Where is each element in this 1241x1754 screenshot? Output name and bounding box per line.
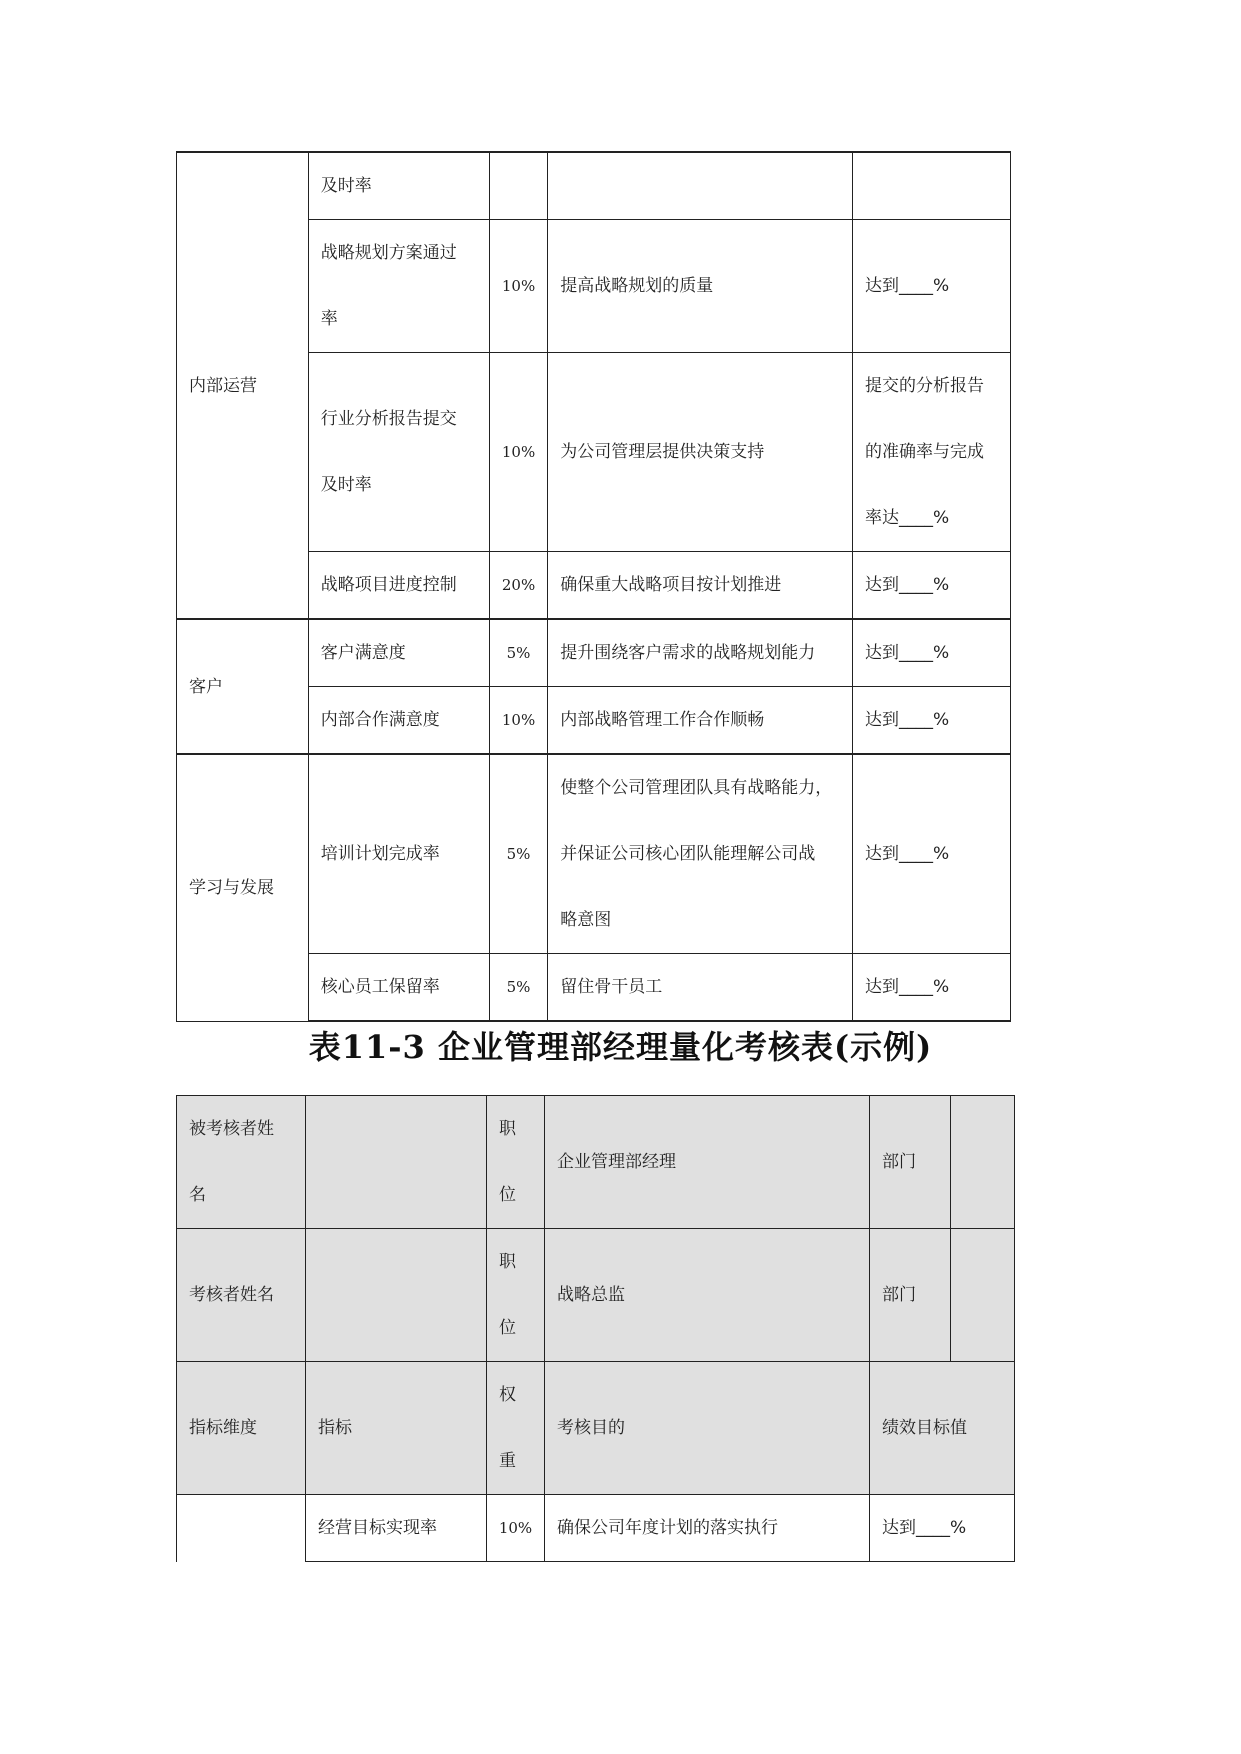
target-cell: 达到____% [870,1495,1015,1562]
target-cell [853,152,1011,220]
assessor-name-field[interactable] [306,1229,487,1362]
indicator-cell: 培训计划完成率 [308,754,489,954]
weight-cell: 5% [489,619,547,687]
performance-table-continued [176,151,1011,1022]
weight-cell: 10% [489,220,547,353]
target-cell: 达到____% [853,954,1011,1022]
purpose-cell: 留住骨干员工 [548,954,853,1022]
assessor-dept-field[interactable] [951,1229,1015,1362]
weight-cell: 5% [489,754,547,954]
indicator-cell: 经营目标实现率 [306,1495,487,1562]
weight-cell: 5% [489,954,547,1022]
dimension-cell: 内部运营 [177,152,309,619]
purpose-cell: 确保公司年度计划的落实执行 [545,1495,870,1562]
assessee-name-field[interactable] [306,1096,487,1229]
purpose-cell: 确保重大战略项目按计划推进 [548,552,853,620]
weight-cell [489,152,547,220]
dept-label: 部门 [870,1096,951,1229]
col-weight-header: 权 重 [487,1362,545,1495]
indicator-cell: 内部合作满意度 [308,687,489,755]
purpose-cell: 提升围绕客户需求的战略规划能力 [548,619,853,687]
assessor-row [177,1229,1015,1362]
col-dimension-header: 指标维度 [177,1362,306,1495]
table-row [177,754,1011,954]
col-purpose-header: 考核目的 [545,1362,870,1495]
dept-label: 部门 [870,1229,951,1362]
weight-cell: 20% [489,552,547,620]
indicator-cell: 客户满意度 [308,619,489,687]
dimension-cell [177,1495,306,1562]
indicator-cell: 行业分析报告提交 及时率 [308,353,489,552]
purpose-cell: 提高战略规划的质量 [548,220,853,353]
table-title: 表11-3 企业管理部经理量化考核表(示例) [308,1028,933,1066]
target-cell: 达到____% [853,687,1011,755]
target-cell: 达到____% [853,220,1011,353]
assessor-label: 考核者姓名 [177,1229,306,1362]
table-row [177,152,1011,220]
indicator-cell: 及时率 [308,152,489,220]
assessment-table [176,1095,1015,1562]
target-cell: 达到____% [853,619,1011,687]
purpose-cell [548,152,853,220]
table-row [177,1495,1015,1562]
table-row [177,619,1011,687]
target-cell: 达到____% [853,552,1011,620]
column-header-row [177,1362,1015,1495]
position-label: 职 位 [487,1096,545,1229]
dimension-cell: 学习与发展 [177,754,309,1021]
target-cell: 提交的分析报告 的准确率与完成 率达____% [853,353,1011,552]
dimension-cell: 客户 [177,619,309,754]
assessee-label: 被考核者姓 名 [177,1096,306,1229]
position-label: 职 位 [487,1229,545,1362]
indicator-cell: 战略规划方案通过 率 [308,220,489,353]
indicator-cell: 战略项目进度控制 [308,552,489,620]
col-indicator-header: 指标 [306,1362,487,1495]
purpose-cell: 为公司管理层提供决策支持 [548,353,853,552]
assessee-position-value: 企业管理部经理 [545,1096,870,1229]
assessee-row [177,1096,1015,1229]
assessor-position-value: 战略总监 [545,1229,870,1362]
target-cell: 达到____% [853,754,1011,954]
weight-cell: 10% [489,353,547,552]
purpose-cell: 内部战略管理工作合作顺畅 [548,687,853,755]
purpose-cell: 使整个公司管理团队具有战略能力， 并保证公司核心团队能理解公司战 略意图 [548,754,853,954]
col-target-header: 绩效目标值 [870,1362,1015,1495]
weight-cell: 10% [489,687,547,755]
weight-cell: 10% [487,1495,545,1562]
assessee-dept-field[interactable] [951,1096,1015,1229]
indicator-cell: 核心员工保留率 [308,954,489,1022]
